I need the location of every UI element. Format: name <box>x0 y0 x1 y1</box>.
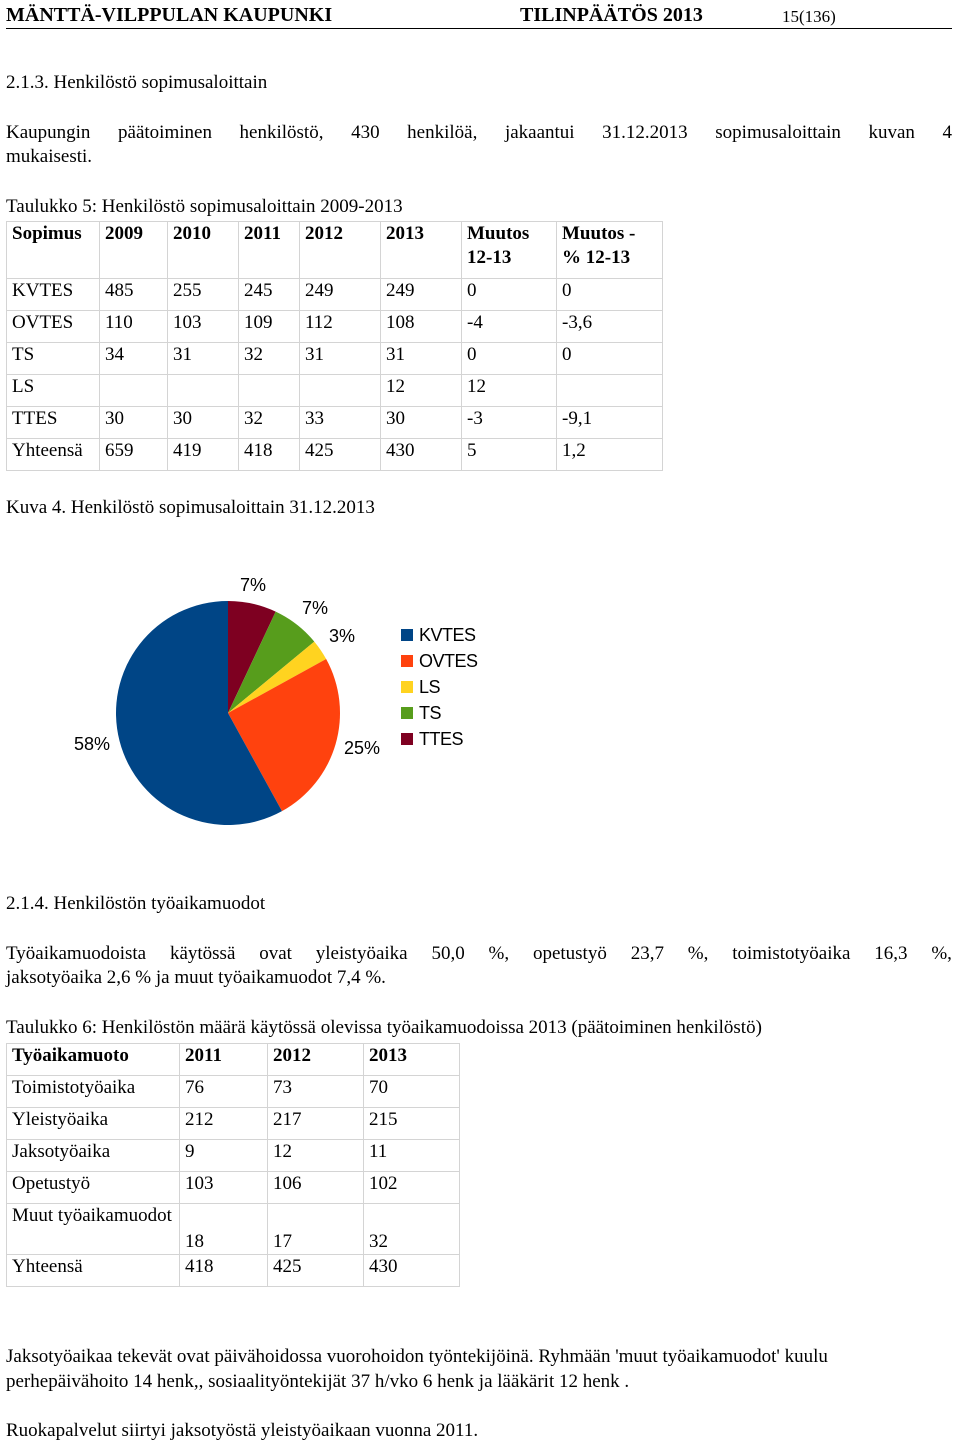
table-header-cell: 2013 <box>364 1044 460 1076</box>
legend-label: LS <box>419 677 441 697</box>
table-cell: 76 <box>180 1076 268 1108</box>
table-cell: 70 <box>364 1076 460 1108</box>
table-cell: 418 <box>239 439 300 471</box>
page-number: 15(136) <box>782 7 836 26</box>
table-cell: Yhteensä <box>7 439 100 471</box>
paragraph-word: kuvan <box>868 122 915 143</box>
intro-paragraph-line1 <box>6 122 952 144</box>
paragraph-word: 4 <box>942 122 952 143</box>
table-cell <box>300 375 381 407</box>
table-cell: TS <box>7 343 100 375</box>
table-cell: 430 <box>364 1255 460 1287</box>
table-cell: 212 <box>180 1108 268 1140</box>
paragraph-word: Kaupungin <box>6 122 91 143</box>
legend-swatch <box>401 655 413 667</box>
table-row <box>7 343 663 375</box>
pie-label-ovtes: 25% <box>344 738 381 758</box>
table-cell: -3,6 <box>557 311 663 343</box>
table-cell: KVTES <box>7 279 100 311</box>
table-header-cell: 2012 <box>268 1044 364 1076</box>
paragraph-word: 430 <box>351 122 380 143</box>
table-cell: 0 <box>462 279 557 311</box>
table-cell: 418 <box>180 1255 268 1287</box>
table-cell: 659 <box>100 439 168 471</box>
table-row <box>7 1172 460 1204</box>
table-caption: Taulukko 5: Henkilöstö sopimusaloittain 2009-2013 <box>6 196 403 217</box>
agreement-table <box>6 221 663 471</box>
table-header-row <box>7 1044 460 1076</box>
pie-label-kvtes: 58% <box>74 734 111 754</box>
table-cell: 32 <box>239 407 300 439</box>
table-row <box>7 1140 460 1172</box>
paragraph-word: %, <box>687 943 709 964</box>
table-cell: Muut työaikamuodot <box>7 1204 180 1255</box>
table-cell: 217 <box>268 1108 364 1140</box>
table-cell: -4 <box>462 311 557 343</box>
table-cell: 249 <box>300 279 381 311</box>
paragraph-word: yleistyöaika <box>315 943 408 964</box>
table-header-cell: 2010 <box>168 222 239 279</box>
paragraph-word: 31.12.2013 <box>602 122 688 143</box>
legend-label: KVTES <box>419 625 476 645</box>
table-cell: 255 <box>168 279 239 311</box>
table-cell: 32 <box>239 343 300 375</box>
table-header-cell: 2013 <box>381 222 462 279</box>
table-cell: 419 <box>168 439 239 471</box>
table-cell: 34 <box>100 343 168 375</box>
table-cell: 102 <box>364 1172 460 1204</box>
table-row <box>7 1204 460 1255</box>
table-cell: 245 <box>239 279 300 311</box>
table-header-cell: Työaikamuoto <box>7 1044 180 1076</box>
intro-paragraph-line2: mukaisesti. <box>6 146 93 167</box>
table-cell: -9,1 <box>557 407 663 439</box>
pie-label-ts: 7% <box>302 598 329 618</box>
table-cell: Opetustyö <box>7 1172 180 1204</box>
pie-label-ls: 3% <box>329 626 356 646</box>
table-cell: 9 <box>180 1140 268 1172</box>
table-cell: 30 <box>381 407 462 439</box>
table-cell: 249 <box>381 279 462 311</box>
table-cell: 0 <box>462 343 557 375</box>
paragraph-word: toimistotyöaika <box>732 943 851 964</box>
table-cell: 430 <box>381 439 462 471</box>
worktime-paragraph-line1 <box>6 943 952 965</box>
table-cell: 425 <box>268 1255 364 1287</box>
table-cell: 32 <box>364 1204 460 1255</box>
table-cell: 1,2 <box>557 439 663 471</box>
section-heading: 2.1.3. Henkilöstö sopimusaloittain <box>6 72 268 93</box>
paragraph-word: henkilöä, <box>407 122 478 143</box>
table-row <box>7 375 663 407</box>
table-header-cell: Muutos 12-13 <box>462 222 557 279</box>
legend-swatch <box>401 681 413 693</box>
table-cell: 30 <box>168 407 239 439</box>
worktime-table <box>6 1043 460 1287</box>
table-row <box>7 279 663 311</box>
table-cell: Yleistyöaika <box>7 1108 180 1140</box>
paragraph-word: opetustyö <box>532 943 607 964</box>
table-row <box>7 1255 460 1287</box>
table-cell <box>168 375 239 407</box>
legend-label: OVTES <box>419 651 478 671</box>
section-heading-2: 2.1.4. Henkilöstön työaikamuodot <box>6 893 266 914</box>
pie-label-ttes: 7% <box>240 575 267 595</box>
table-cell: Jaksotyöaika <box>7 1140 180 1172</box>
table-header-row <box>7 222 663 279</box>
table-cell <box>239 375 300 407</box>
table-cell: 108 <box>381 311 462 343</box>
table-row <box>7 439 663 471</box>
table-cell: 33 <box>300 407 381 439</box>
figure-caption: Kuva 4. Henkilöstö sopimusaloittain 31.12.2013 <box>6 497 375 518</box>
pie-chart <box>100 590 360 840</box>
paragraph-word: 50,0 <box>431 943 465 964</box>
table-cell: 215 <box>364 1108 460 1140</box>
note-line-2: perhepäivähoito 14 henk,, sosiaalityöntekijät 37 h/vko 6 henk ja lääkärit 12 henk . <box>6 1371 630 1392</box>
table-header-cell: Muutos - % 12-13 <box>557 222 663 279</box>
table-header-cell: 2009 <box>100 222 168 279</box>
table-header-cell: Sopimus <box>7 222 100 279</box>
table-caption-2: Taulukko 6: Henkilöstön määrä käytössä olevissa työaikamuodoissa 2013 (päätoiminen henkilöstö) <box>6 1017 762 1038</box>
table-cell: 425 <box>300 439 381 471</box>
table-cell: 31 <box>381 343 462 375</box>
table-cell: 12 <box>268 1140 364 1172</box>
table-row <box>7 311 663 343</box>
paragraph-word: käytössä <box>169 943 236 964</box>
table-cell: 0 <box>557 279 663 311</box>
table-header-cell: 2011 <box>180 1044 268 1076</box>
table-cell: -3 <box>462 407 557 439</box>
org-name: MÄNTTÄ-VILPPULAN KAUPUNKI <box>6 4 333 26</box>
document-title: TILINPÄÄTÖS 2013 <box>520 4 703 26</box>
table-cell: 103 <box>168 311 239 343</box>
note-line-1: Jaksotyöaikaa tekevät ovat päivähoidossa vuorohoidon työntekijöinä. Ryhmään 'muut työaikamuodot' kuulu <box>6 1346 828 1367</box>
table-cell: Toimistotyöaika <box>7 1076 180 1108</box>
worktime-paragraph-line2: jaksotyöaika 2,6 % ja muut työaikamuodot 7,4 %. <box>6 967 386 988</box>
table-cell: 5 <box>462 439 557 471</box>
table-cell: 106 <box>268 1172 364 1204</box>
paragraph-word: sopimusaloittain <box>715 122 841 143</box>
table-cell: 73 <box>268 1076 364 1108</box>
table-row <box>7 1076 460 1108</box>
table-cell: 109 <box>239 311 300 343</box>
table-cell <box>557 375 663 407</box>
paragraph-word: päätoiminen <box>118 122 212 143</box>
paragraph-word: Työaikamuodoista <box>6 943 147 964</box>
table-row <box>7 1108 460 1140</box>
table-cell: OVTES <box>7 311 100 343</box>
legend-swatch <box>401 733 413 745</box>
paragraph-word: ovat <box>259 943 292 964</box>
table-cell: 12 <box>462 375 557 407</box>
table-header-cell: 2011 <box>239 222 300 279</box>
table-cell: 110 <box>100 311 168 343</box>
table-cell: 11 <box>364 1140 460 1172</box>
table-cell: TTES <box>7 407 100 439</box>
table-cell: 31 <box>168 343 239 375</box>
page-header <box>6 2 952 29</box>
paragraph-word: jakaantui <box>504 122 575 143</box>
table-cell: 17 <box>268 1204 364 1255</box>
table-cell: 0 <box>557 343 663 375</box>
table-cell <box>100 375 168 407</box>
legend-swatch <box>401 707 413 719</box>
paragraph-word: 23,7 <box>630 943 664 964</box>
table-cell: 12 <box>381 375 462 407</box>
table-cell: LS <box>7 375 100 407</box>
paragraph-word: 16,3 <box>874 943 908 964</box>
legend-swatch <box>401 629 413 641</box>
table-cell: 31 <box>300 343 381 375</box>
note-line-3: Ruokapalvelut siirtyi jaksotyöstä yleistyöaikaan vuonna 2011. <box>6 1420 479 1441</box>
table-cell: 112 <box>300 311 381 343</box>
table-cell: 103 <box>180 1172 268 1204</box>
table-row <box>7 407 663 439</box>
legend-label: TTES <box>419 729 464 749</box>
table-header-cell: 2012 <box>300 222 381 279</box>
table-cell: 485 <box>100 279 168 311</box>
table-cell: Yhteensä <box>7 1255 180 1287</box>
table-cell: 18 <box>180 1204 268 1255</box>
paragraph-word: %, <box>488 943 510 964</box>
table-cell: 30 <box>100 407 168 439</box>
paragraph-word: henkilöstö, <box>239 122 324 143</box>
paragraph-word: %, <box>931 943 952 964</box>
legend-label: TS <box>419 703 442 723</box>
